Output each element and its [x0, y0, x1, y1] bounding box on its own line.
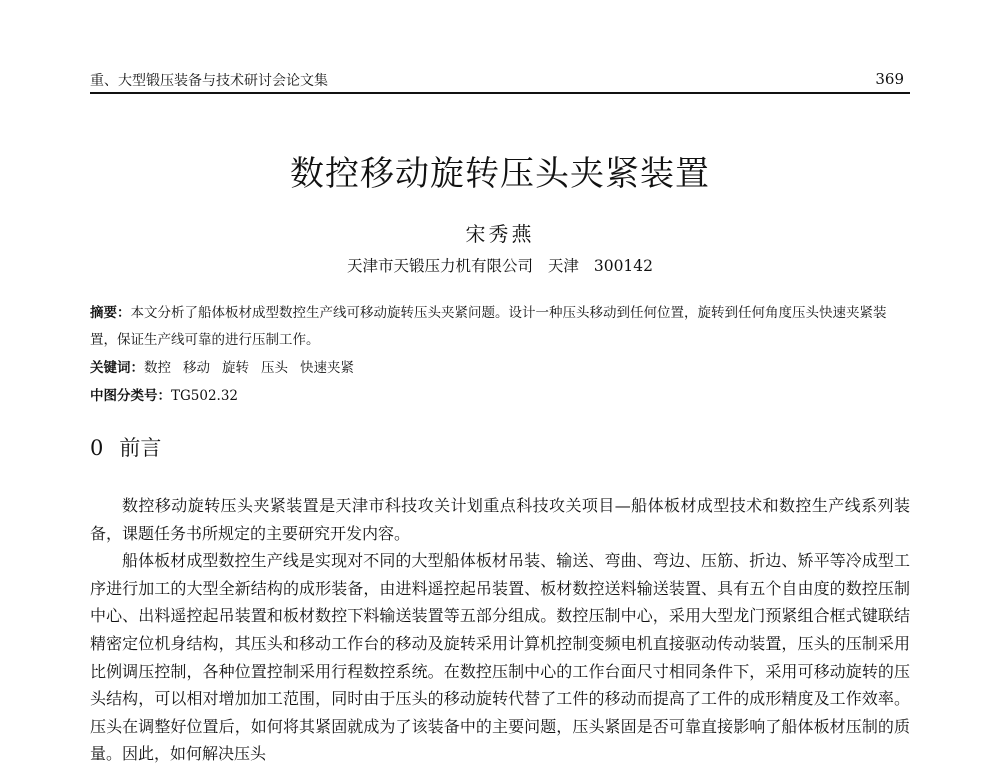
author-name: 宋秀燕: [465, 222, 535, 246]
section-title: 前言: [119, 436, 162, 460]
section-heading: [90, 432, 161, 462]
section-number: 0: [90, 436, 104, 460]
classification-value: TG502.32: [171, 388, 239, 404]
keyword-item: 数控: [144, 360, 171, 376]
keyword-item: 旋转: [222, 360, 249, 376]
keyword-item: 快速夹紧: [300, 360, 354, 376]
proceedings-title: 重、大型锻压装备与技术研讨会论文集: [90, 73, 328, 89]
keyword-item: 移动: [183, 360, 210, 376]
author-affiliation: 天津市天锻压力机有限公司 天津 300142: [346, 257, 654, 275]
running-header: [90, 66, 910, 94]
paper-title: 数控移动旋转压头夹紧装置: [290, 154, 710, 194]
abstract-text: 本文分析了船体板材成型数控生产线可移动旋转压头夹紧问题。设计一种压头移动到任何位置，旋转到任何角度压头快速夹紧装置，保证生产线可靠的进行压制工作。: [90, 305, 887, 348]
body-paragraph: 船体板材成型数控生产线是实现对不同的大型船体板材吊装、输送、弯曲、弯边、压筋、折边、矫平等冷成型工序进行加工的大型全新结构的成形装备，由进料遥控起吊装置、板材数控送料输送装置、具有五个自由度的数控压制中心、出料遥控起吊装置和板材数控下料输送装置等五部分组成。数控压制中心，采用大型龙门预紧组合框式键联结精密定位机身结构，其压头和移动工作台的移动及旋转采用计算机控制变频电机直接驱动传动装置，压头的压制采用比例调压控制，各种位置控制采用行程数控系统。在数控压制中心的工作台面尺寸相同条件下，采用可移动旋转的压头结构，可以相对增加加工范围，同时由于压头的移动旋转代替了工件的移动而提高了工件的成形精度及工作效率。压头在调整好位置后，如何将其紧固就成为了该装备中的主要问题，压头紧固是否可靠直接影响了船体板材压制的质量。因此，如何解决压头: [90, 551, 910, 764]
abstract-label: 摘要：: [90, 305, 131, 321]
keywords-label: 关键词：: [90, 360, 144, 376]
keywords: [90, 356, 366, 376]
classification-label: 中图分类号：: [90, 388, 171, 404]
page-number: 369: [875, 70, 904, 88]
abstract: [90, 300, 910, 354]
body-paragraph: 数控移动旋转压头夹紧装置是天津市科技攻关计划重点科技攻关项目—船体板材成型技术和数控生产线系列装备，课题任务书所规定的主要研究开发内容。: [90, 496, 910, 543]
body-text: [90, 492, 910, 768]
classification: [90, 384, 238, 404]
keyword-item: 压头: [261, 360, 288, 376]
